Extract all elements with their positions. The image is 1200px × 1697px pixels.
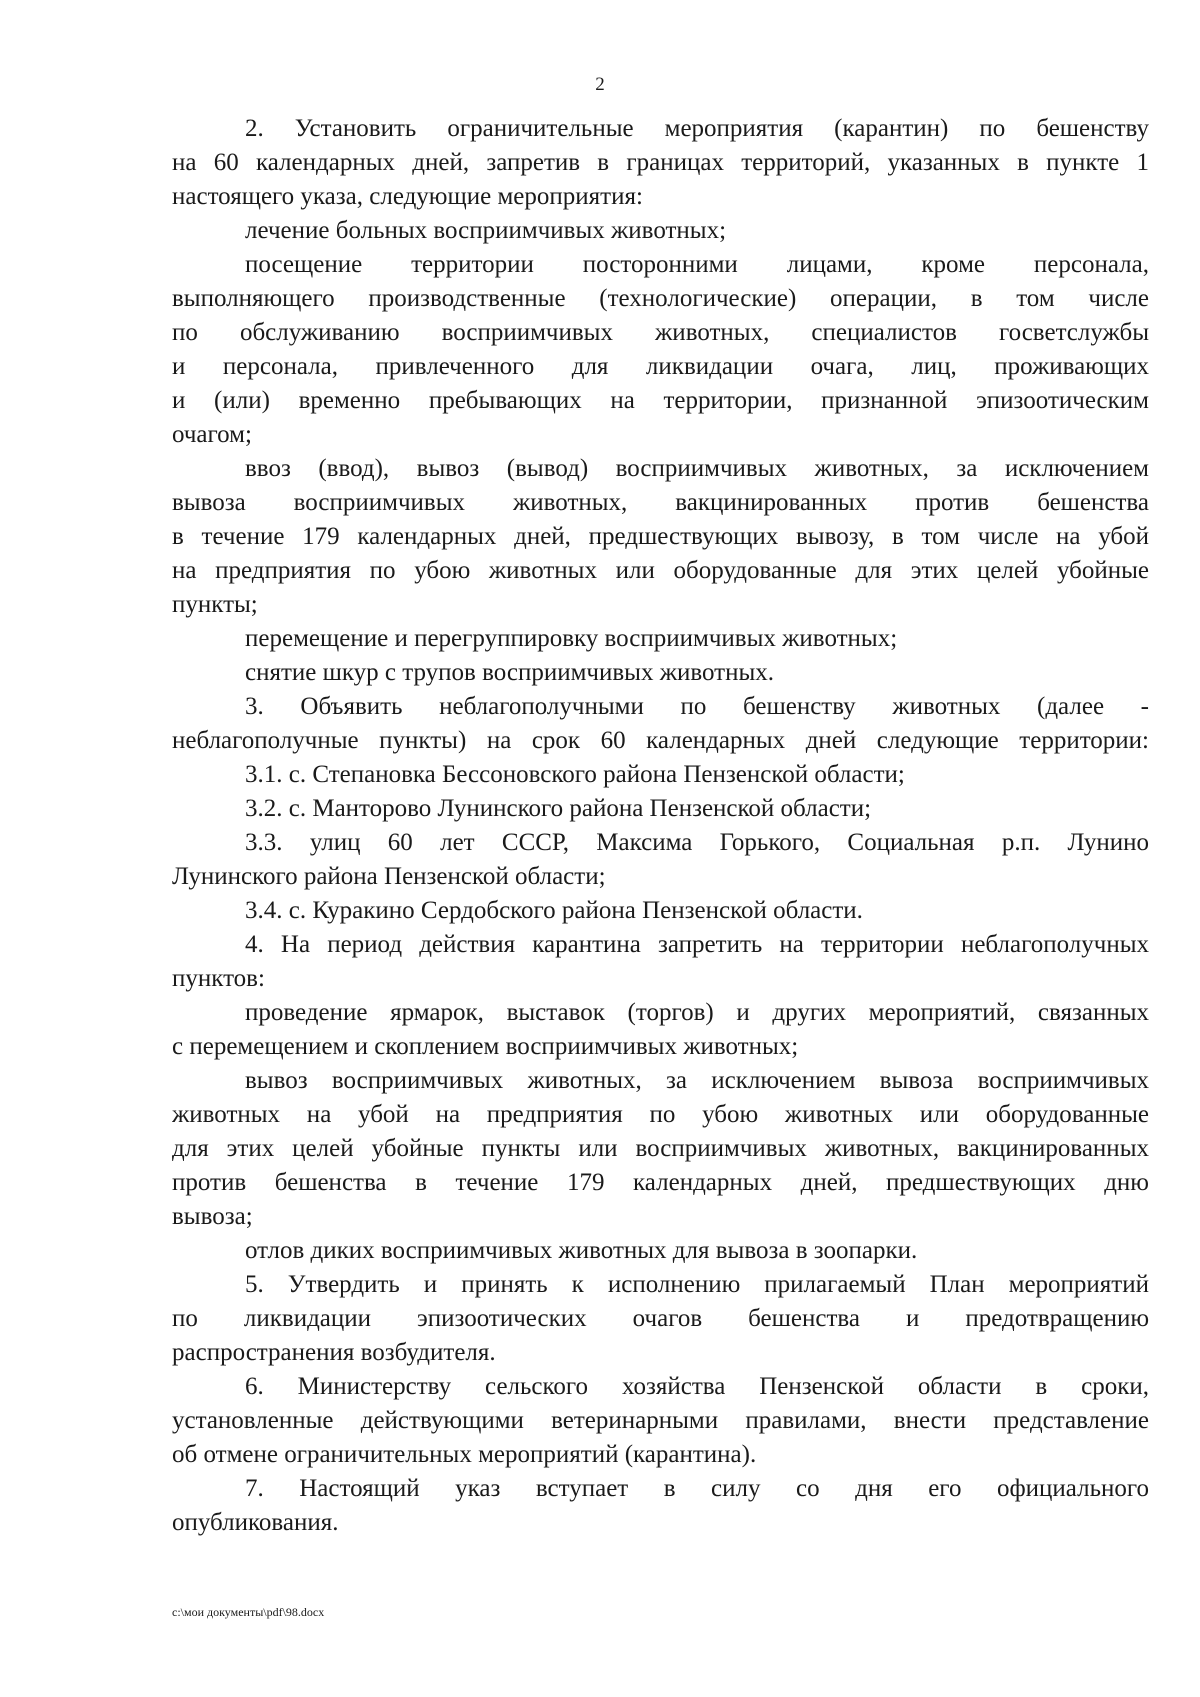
text-line: установленные действующими ветеринарными правилами, внести представление [172, 1407, 1149, 1434]
text-line: с перемещением и скоплением восприимчивых животных; [172, 1033, 799, 1060]
text-line: на предприятия по убою животных или оборудованные для этих целей убойные [172, 557, 1149, 584]
text-line: на 60 календарных дней, запретив в границах территорий, указанных в пункте 1 [172, 149, 1149, 176]
text-line: 3. Объявить неблагополучными по бешенству животных (далее - [245, 693, 1149, 720]
text-line: 7. Настоящий указ вступает в силу со дня его официального [245, 1475, 1149, 1502]
text-line: вывоза; [172, 1203, 253, 1230]
text-line: 3.3. улиц 60 лет СССР, Максима Горького, Социальная р.п. Лунино [245, 829, 1149, 856]
footer-file-path: c:\мои документы\pdf\98.docx [172, 1605, 325, 1619]
text-line: пункты; [172, 591, 258, 618]
text-line: 4. На период действия карантина запретить на территории неблагополучных [245, 931, 1149, 958]
text-line: отлов диких восприимчивых животных для вывоза в зоопарки. [245, 1237, 918, 1264]
text-line: 3.2. с. Манторово Лунинского района Пензенской области; [245, 795, 872, 822]
text-line: настоящего указа, следующие мероприятия: [172, 183, 643, 210]
text-line: вывоз восприимчивых животных, за исключением вывоза восприимчивых [245, 1067, 1149, 1094]
text-line: 3.1. с. Степановка Бессоновского района Пензенской области; [245, 761, 905, 788]
text-line: выполняющего производственные (технологические) операции, в том числе [172, 285, 1149, 312]
text-line: животных на убой на предприятия по убою животных или оборудованные [172, 1101, 1149, 1128]
text-line: неблагополучные пункты) на срок 60 календарных дней следующие территории: [172, 727, 1149, 754]
text-line: Лунинского района Пензенской области; [172, 863, 606, 890]
text-line: по ликвидации эпизоотических очагов бешенства и предотвращению [172, 1305, 1149, 1332]
text-line: посещение территории посторонними лицами, кроме персонала, [245, 251, 1149, 278]
text-line: 3.4. с. Куракино Сердобского района Пензенской области. [245, 897, 863, 924]
text-line: против бешенства в течение 179 календарных дней, предшествующих дню [172, 1169, 1149, 1196]
text-line: перемещение и перегруппировку восприимчивых животных; [245, 625, 898, 652]
text-line: снятие шкур с трупов восприимчивых животных. [245, 659, 775, 686]
text-line: проведение ярмарок, выставок (торгов) и других мероприятий, связанных [245, 999, 1149, 1026]
text-line: об отмене ограничительных мероприятий (карантина). [172, 1441, 757, 1468]
text-line: вывоза восприимчивых животных, вакцинированных против бешенства [172, 489, 1149, 516]
text-line: лечение больных восприимчивых животных; [245, 217, 727, 244]
text-line: пунктов: [172, 965, 265, 992]
text-line: 5. Утвердить и принять к исполнению прилагаемый План мероприятий [245, 1271, 1149, 1298]
text-line: 2. Установить ограничительные мероприятия (карантин) по бешенству [245, 115, 1149, 142]
page-number: 2 [595, 74, 605, 95]
text-line: опубликования. [172, 1509, 339, 1536]
text-line: очагом; [172, 421, 252, 448]
text-line: распространения возбудителя. [172, 1339, 496, 1366]
text-line: и персонала, привлеченного для ликвидации очага, лиц, проживающих [172, 353, 1149, 380]
text-line: 6. Министерству сельского хозяйства Пензенской области в сроки, [245, 1373, 1149, 1400]
text-line: для этих целей убойные пункты или восприимчивых животных, вакцинированных [172, 1135, 1149, 1162]
text-line: ввоз (ввод), вывоз (вывод) восприимчивых животных, за исключением [245, 455, 1149, 482]
text-line: в течение 179 календарных дней, предшествующих вывозу, в том числе на убой [172, 523, 1149, 550]
text-line: и (или) временно пребывающих на территории, признанной эпизоотическим [172, 387, 1149, 414]
text-line: по обслуживанию восприимчивых животных, специалистов госветслужбы [172, 319, 1149, 346]
